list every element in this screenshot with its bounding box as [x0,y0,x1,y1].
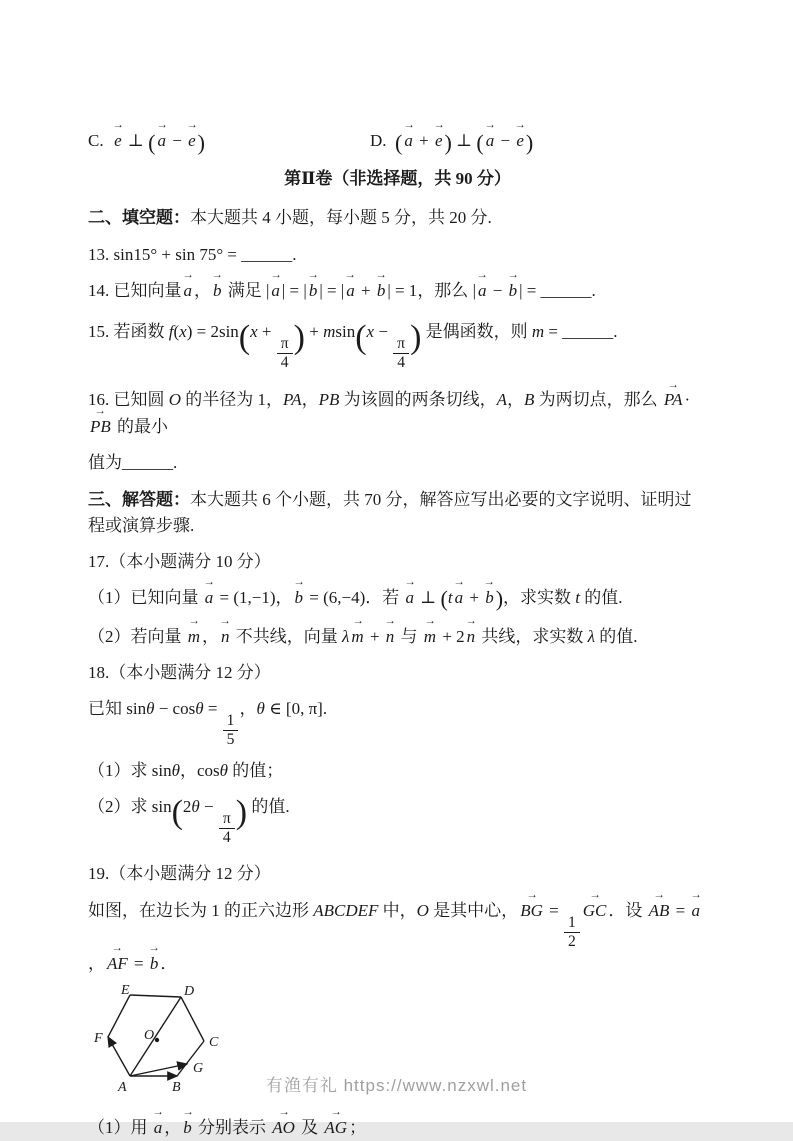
denominator: 5 [226,730,235,748]
big-paren-open: ( [238,318,251,356]
vector: → b [375,278,388,304]
text: 的值. [595,626,638,646]
question-14 [88,278,707,304]
numerator: π [393,335,409,354]
text: 的半径为 1， [181,390,284,410]
vector: → PA [662,387,685,413]
text: 的值. [580,587,623,607]
vector: → m [349,624,365,650]
vertex-label-D: D [184,983,195,999]
vertex-label-G: G [193,1060,204,1076]
denominator: 4 [397,353,406,371]
math-roman: + [356,281,375,301]
fraction [223,712,239,748]
vector: → m [186,624,202,650]
vector: → a [404,585,417,611]
numerator: π [277,335,293,354]
paren-close: ) [495,586,504,612]
text: 19.（本小题满分 12 分） [88,864,271,884]
math-roman: − [496,131,515,150]
math-roman: sin [335,321,356,341]
text: （2）求 [88,796,152,816]
paren-open: ( [395,129,403,155]
math-roman: + [365,626,384,646]
vertex-label-B: B [172,1079,181,1095]
vector: → a [156,128,169,154]
math-roman: − [199,796,218,816]
math-roman: | = | [281,281,307,301]
big-paren-open: ( [355,318,367,356]
text: ， [202,626,220,646]
text: 如图，在边长为 1 的正六边形 [88,900,314,920]
vector: → a [690,898,703,924]
math-roman: ∈ [0, π]. [264,698,328,718]
text: 不共线，向量 [231,626,343,646]
text: 是其中心， [428,900,519,920]
math-variable: θ [256,698,265,718]
math-roman: 2 [182,796,192,816]
text: 是偶函数，则 [421,321,532,341]
vector: → a [344,278,357,304]
text: 本大题共 4 小题，每小题 5 分，共 20 分. [190,207,492,227]
edge-DC [181,997,204,1041]
paren-close: ) [197,129,205,155]
text: 13. [88,245,114,265]
vector: → e [514,128,526,154]
text: ， [301,390,319,410]
math-roman: ) = 2sin [186,321,239,341]
paren-open: ( [148,129,156,155]
vector: → a [484,128,497,154]
math-roman: ⊥ [416,587,441,607]
math-roman: = [203,698,222,718]
numerator: π [219,810,235,829]
vector: → b [483,585,496,611]
vertex-label-C: C [209,1034,219,1050]
question-17 [88,549,707,575]
paren-close: ) [444,129,452,155]
vector: → n [384,624,397,650]
numerator: 1 [223,712,239,731]
math-variable: B [524,390,535,410]
math-variable: θ [171,761,180,781]
q18-part2 [88,794,707,847]
math-roman: = (1,−1) [215,587,276,607]
question-18 [88,660,707,686]
edge-AF [108,1037,130,1076]
vector: → e [186,128,198,154]
text: 14. 已知向量 [88,281,182,301]
math-roman: | [266,281,270,301]
vector: → n [465,624,478,650]
math-variable: θ [219,761,228,781]
text: （1）已知向量 [88,587,203,607]
vector: → b [211,278,224,304]
big-paren-close: ) [293,318,305,356]
math-roman: = [544,900,563,920]
bold-text: 二、填空题： [88,207,190,227]
q19-part1 [88,1115,707,1141]
math-roman: + 2 [438,626,465,646]
math-roman: − [168,131,187,150]
math-roman: + [465,587,484,607]
vertex-label-F: F [94,1030,103,1046]
text: ， [275,587,293,607]
question-16-line2 [88,450,707,476]
big-paren-close: ) [410,318,422,356]
text: ．若 [365,587,404,607]
math-variable: θ [195,698,204,718]
fraction [393,335,409,371]
center-dot [155,1038,159,1042]
vector: → b [507,278,520,304]
fraction [277,335,293,371]
vector: → a [453,585,466,611]
math-roman: ( [173,321,180,341]
math-variable: PA [283,390,302,410]
math-roman: C. [88,131,113,150]
question-13 [88,242,707,268]
numerator: 1 [564,914,580,933]
vertex-label-O: O [144,1027,155,1043]
math-variable: θ [146,698,155,718]
option-c-d-row [88,128,707,154]
q18-part1 [88,758,707,784]
vector: → b [293,585,306,611]
math-variable: λ [342,626,350,646]
vector: → a [402,128,415,154]
text: 共线，求实数 [477,626,588,646]
text: ， [179,761,197,781]
text: 本大题共 6 个小题，共 70 分，解答应写出必要的文字说明、证明过程或演算步骤. [88,489,692,535]
math-variable: θ [191,796,200,816]
text: ． [160,953,178,973]
text: （1）求 [88,761,152,781]
math-roman: | = | [319,281,345,301]
q17-part2 [88,624,707,650]
math-roman: | [472,281,476,301]
text: ， [88,953,105,973]
math-variable: m [323,321,336,341]
math-roman: − [374,321,393,341]
footer-credit [0,1071,793,1096]
vector: → e [112,128,124,154]
vector: → b [181,1115,194,1141]
math-roman: − cos [154,698,196,718]
text: 16. 已知圆 [88,390,169,410]
math-variable: A [496,390,508,410]
math-roman: = [671,900,690,920]
vector: → b [148,951,161,977]
paren-close: ) [525,129,534,155]
math-variable: f [168,321,174,341]
text: 为该圆的两条切线， [339,390,497,410]
math-roman: = ______. [544,321,618,341]
text: 的最小 [112,416,169,436]
text: 的值； [227,761,284,781]
math-variable: m [531,321,545,341]
vector: → a [269,278,282,304]
vector: → m [422,624,438,650]
fraction [219,810,235,846]
denominator: 2 [567,932,576,950]
math-roman: = [129,953,148,973]
vector: → PB [88,414,113,440]
math-roman: sin [151,796,172,816]
math-roman: = (6,−4) [305,587,366,607]
math-roman: · [684,390,691,410]
vector: → n [219,624,232,650]
math-variable: λ [587,626,596,646]
edge-FE [108,995,130,1037]
math-roman: + [414,131,433,150]
text: 为两切点，那么 [534,390,662,410]
option-group [88,128,370,154]
math-roman: sin [126,698,147,718]
math-roman: ⊥ [123,131,149,150]
bold-text: 第Ⅱ卷（非选择题，共 90 分） [284,169,511,189]
text: 已知 [88,698,127,718]
text: ； [349,1117,367,1137]
big-paren-open: ( [171,793,183,831]
text: 18.（本小题满分 12 分） [88,663,271,683]
vector: → GC [581,898,609,924]
math-roman: | = 1 [387,281,418,301]
text: 分别表示 [193,1117,271,1137]
math-variable: O [416,900,429,920]
vector: → a [182,278,195,304]
text: ，那么 [417,281,473,301]
text: 中， [378,900,417,920]
text: ， [164,1117,182,1137]
math-roman: D. [370,131,396,150]
vertex-label-E: E [121,982,130,998]
denominator: 4 [222,828,231,846]
footer-text: 有渔有礼 https://www.nzxwl.net [265,1076,528,1095]
math-variable: t [575,587,581,607]
question-19 [88,861,707,887]
bold-text: 三、解答题： [88,489,190,509]
fill-in-header [88,205,707,231]
text: 17.（本小题满分 10 分） [88,552,271,572]
text: 与 [396,626,422,646]
text: 的值. [247,796,290,816]
text: ， [507,390,525,410]
answer-header [88,487,707,540]
edge-AD [130,997,181,1076]
option-group [370,128,533,154]
denominator: 4 [280,353,289,371]
text: （2）若向量 [88,626,186,646]
fraction [564,914,580,950]
text: 及 [296,1117,323,1137]
section-ii-title [88,166,707,192]
math-variable: ABCDEF [313,900,379,920]
q18-given [88,696,707,749]
question-16-line1 [88,387,707,440]
text: 满足 [223,281,266,301]
paren-open: ( [440,586,448,612]
math-roman: sin15° + sin 75° = ______. [113,245,297,265]
vector: → AG [322,1115,349,1141]
vector: → AF [105,951,130,977]
math-variable: x [250,321,258,341]
math-roman: + [257,321,276,341]
text: （1）用 [88,1117,152,1137]
vector: → e [433,128,445,154]
text: ，求实数 [503,587,576,607]
big-paren-close: ) [235,793,248,831]
text: 15. 若函数 [88,321,169,341]
math-variable: O [168,390,182,410]
math-roman: − [488,281,507,301]
vector: → a [476,278,489,304]
q17-part1 [88,585,707,611]
text: ．设 [608,900,647,920]
question-15 [88,319,707,372]
math-variable: t [447,587,453,607]
vector: → a [203,585,216,611]
text: ， [194,281,211,301]
math-roman: | = ______. [519,281,596,301]
math-roman: ⊥ [451,131,477,150]
math-variable: PB [318,390,340,410]
math-roman: + [304,321,324,341]
math-roman: sin [151,761,172,781]
math-variable: x [366,321,375,341]
paren-open: ( [476,129,484,155]
math-roman: cos [196,761,220,781]
q19-intro [88,898,707,977]
vector: → AB [647,898,672,924]
text: 值为______. [88,453,178,473]
vector: → AO [270,1115,297,1141]
vector: → a [152,1115,165,1141]
vector: → BG [518,898,545,924]
vertex-label-A: A [118,1079,127,1095]
math-variable: x [179,321,187,341]
edge-ED [130,995,181,997]
text: ， [239,698,257,718]
vector: → b [307,278,320,304]
